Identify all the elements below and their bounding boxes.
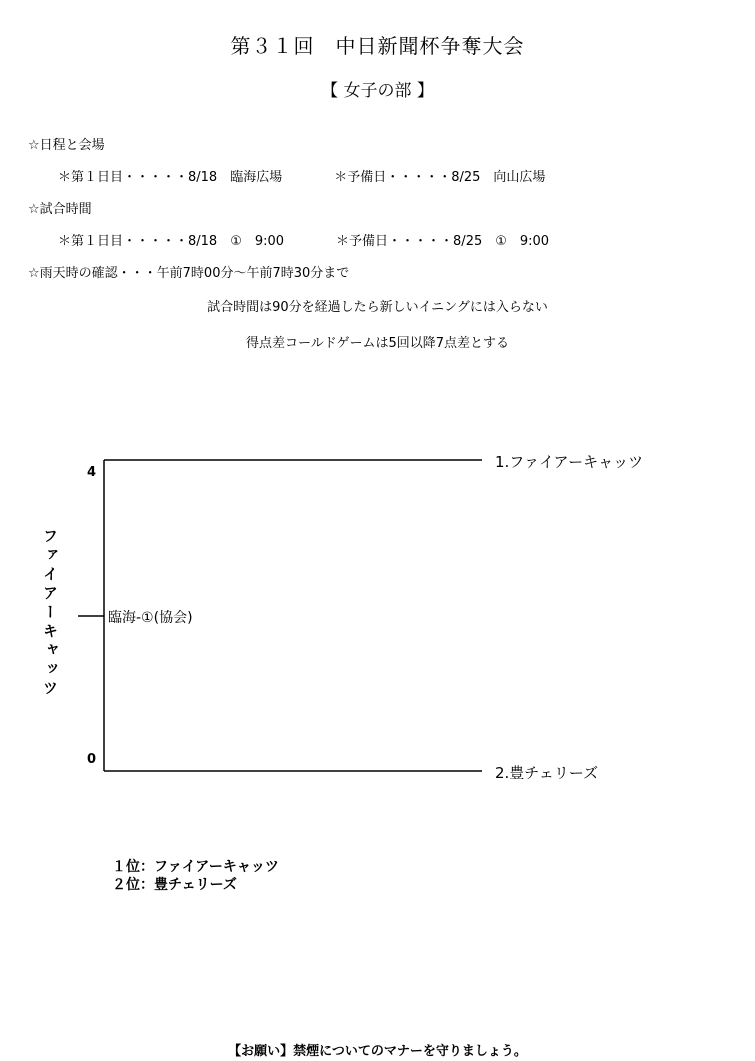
page-title: 第３１回 中日新聞杯争奪大会 <box>230 34 525 58</box>
result-second: ２位：豊チェリーズ <box>112 877 237 893</box>
team2-label: 2.豊チェリーズ <box>495 764 599 782</box>
rain-check: ☆雨天時の確認・・・午前7時00分～午前7時30分まで <box>28 266 350 281</box>
team1-label: 1.ファイアーキャッツ <box>495 453 644 471</box>
time-line: ＊第１日目・・・・・8/18 ① 9:00 ＊予備日・・・・・8/25 ① 9:00 <box>58 234 550 249</box>
result-first: １位：ファイアーキャッツ <box>112 859 279 875</box>
score-team2: 0 <box>87 752 97 767</box>
winner-name-vertical: ファイアーキャッツ <box>41 528 59 699</box>
time-heading: ☆試合時間 <box>28 202 92 217</box>
rule-time-limit: 試合時間は90分を経過したら新しいイニングには入らない <box>207 300 548 315</box>
division-label: 【 女子の部 】 <box>321 81 434 101</box>
schedule-heading: ☆日程と会場 <box>28 138 105 153</box>
footer-notice: 【お願い】禁煙についてのマナーを守りましょう。 <box>228 1044 527 1059</box>
rule-called-game: 得点差コールドゲームは5回以降7点差とする <box>245 336 510 351</box>
match-venue-label: 臨海-①(協会) <box>108 610 193 626</box>
score-team1: 4 <box>87 465 97 480</box>
schedule-line: ＊第１日目・・・・・8/18 臨海広場 ＊予備日・・・・・8/25 向山広場 <box>58 170 546 185</box>
